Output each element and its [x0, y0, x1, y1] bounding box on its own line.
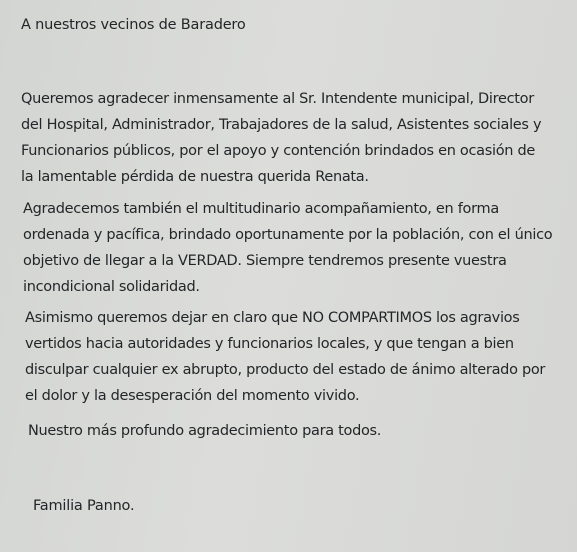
letter-closing: Nuestro más profundo agradecimiento para todos.: [28, 423, 382, 439]
paragraph-line: del Hospital, Administrador, Trabajadores de la salud, Asistentes sociales y: [21, 117, 542, 133]
paragraph-line: incondicional solidaridad.: [23, 279, 200, 295]
paragraph-thanks: [21, 86, 555, 190]
paragraph-line: disculpar cualquier ex abrupto, producto del estado de ánimo alterado por: [25, 362, 546, 378]
paragraph-line: Asimismo queremos dejar en claro que NO COMPARTIMOS los agravios: [25, 310, 520, 326]
paragraph-accompaniment: [23, 196, 553, 300]
paragraph-line: vertidos hacia autoridades y funcionarios locales, y que tengan a bien: [25, 336, 514, 352]
paragraph-line: Queremos agradecer inmensamente al Sr. Intendente municipal, Director: [21, 91, 534, 107]
paragraph-line: la lamentable pérdida de nuestra querida Renata.: [21, 169, 369, 185]
letter-signature: Familia Panno.: [33, 498, 135, 514]
paragraph-line: el dolor y la desesperación del momento vivido.: [25, 388, 360, 404]
paragraph-line: Funcionarios públicos, por el apoyo y contención brindados en ocasión de: [21, 143, 536, 159]
paragraph-disclaimer: [25, 305, 557, 409]
letter-salutation: A nuestros vecinos de Baradero: [21, 17, 246, 33]
paragraph-line: Agradecemos también el multitudinario acompañamiento, en forma: [23, 201, 499, 217]
paragraph-line: ordenada y pacífica, brindado oportunamente por la población, con el único: [23, 227, 553, 243]
paragraph-line: objetivo de llegar a la VERDAD. Siempre tendremos presente vuestra: [23, 253, 507, 269]
